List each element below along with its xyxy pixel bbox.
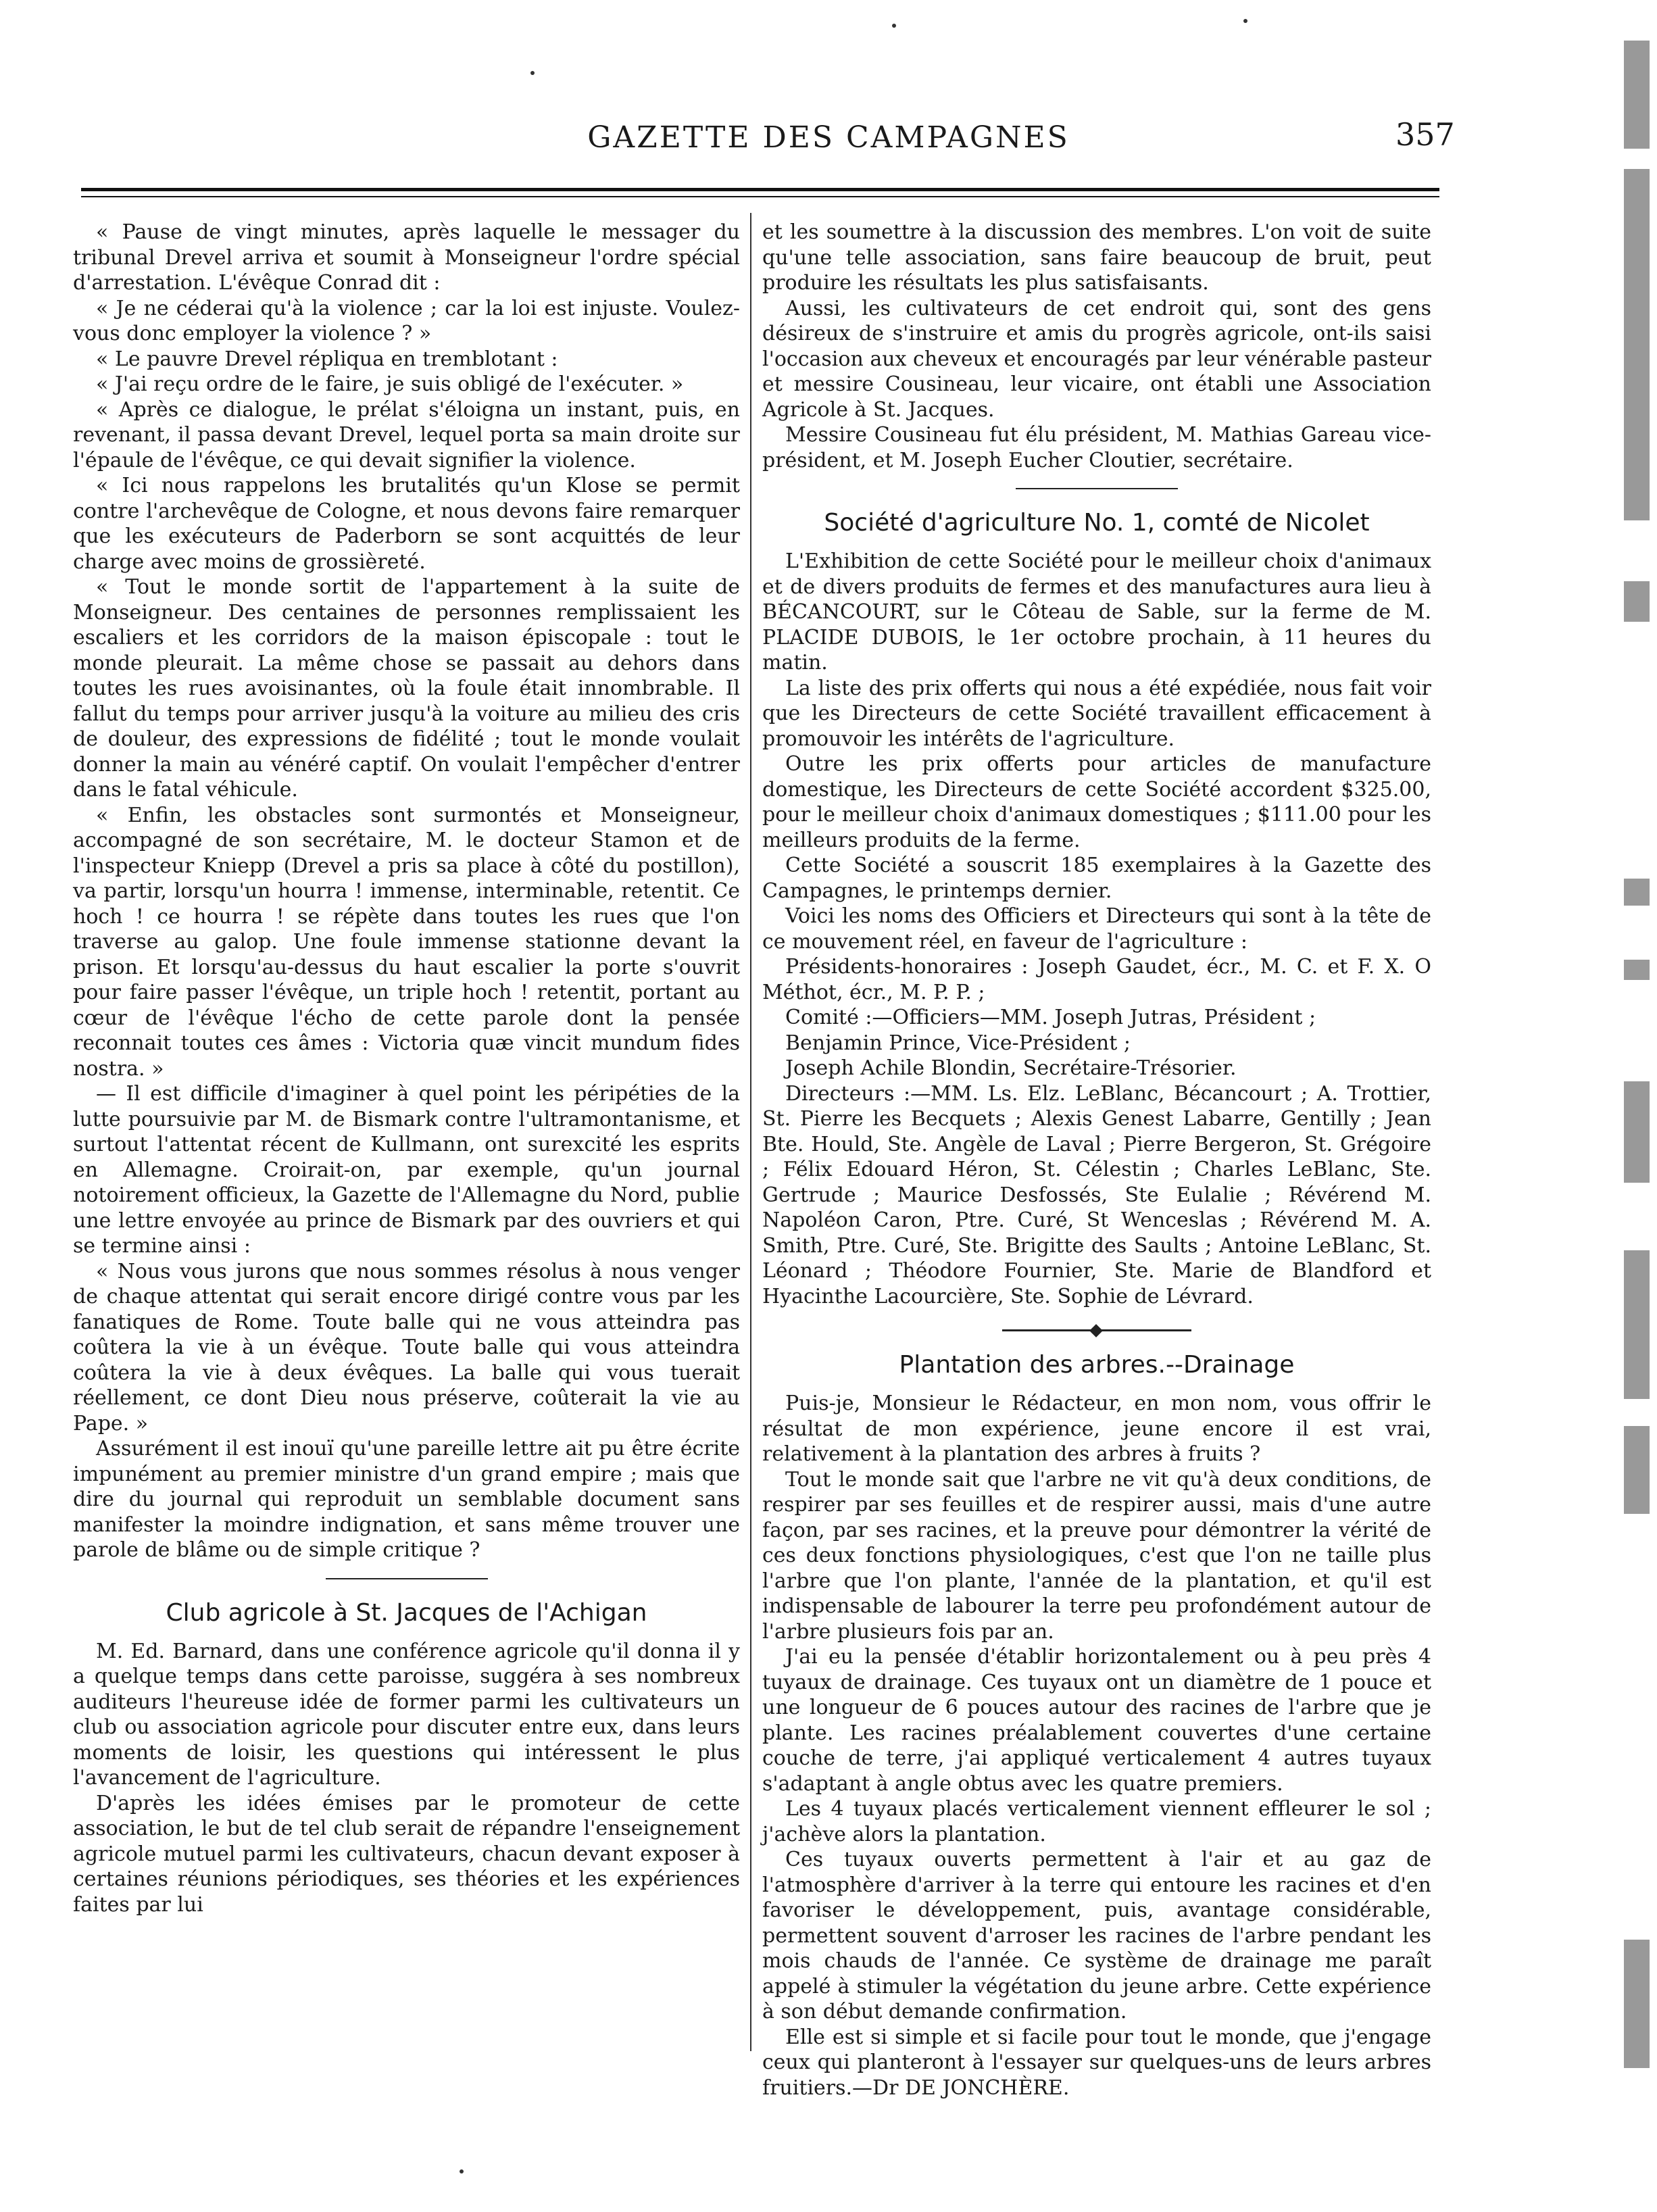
paragraph: « Je ne céderai qu'à la violence ; car la loi est injuste. Voulez-vous donc employer la violence ? » bbox=[73, 296, 740, 345]
paragraph: J'ai eu la pensée d'établir horizontalement ou à peu près 4 tuyaux de drainage. Ces tuyaux ont un diamètre de 1 pouce et une longueur de 6 pouces autour des racines de l'arbre que je plante. Les racines préalablement couvertes d'une certaine couche de terre, j'ai appliqué verticalement 4 autres tuyaux s'adaptant à angle obtus avec les quatre premiers. bbox=[762, 1645, 1431, 1796]
scan-speck bbox=[892, 24, 896, 28]
masthead-title: GAZETTE DES CAMPAGNES bbox=[587, 120, 1070, 155]
paragraph: — Il est difficile d'imaginer à quel point les péripéties de la lutte poursuivie par M. de Bismark contre l'ultramontanisme, et surtout l'attentat récent de Kullmann, ont surexcité les esprits en Allemagne. Croirait-on, par exemple, qu'un journal notoirement officieux, la Gazette de l'Allemagne du Nord, publie une lettre envoyée au prince de Bismark par des ouvriers et qui se termine ainsi : bbox=[73, 1082, 740, 1258]
page-header bbox=[0, 101, 1657, 196]
section-rule bbox=[326, 1578, 488, 1579]
paragraph: « Le pauvre Drevel répliqua en tremblotant : bbox=[96, 347, 558, 371]
column-divider bbox=[750, 213, 751, 2051]
officer-line: Benjamin Prince, Vice-Président ; bbox=[785, 1031, 1131, 1055]
paragraph: « Nous vous jurons que nous sommes résolus à nous venger de chaque attentat qui serait encore dirigé contre vous par les fanatiques de Rome. Toute balle qui ne vous atteindra pas coûtera la vie à un évêque. Toute balle qui vous atteindra coûtera la vie à deux évêques. La balle qui vous tuerait réellement, ce dont Dieu nous préserve, coûterait la vie au Pape. » bbox=[73, 1259, 740, 1435]
paragraph: Les 4 tuyaux placés verticalement viennent effleurer le sol ; j'achève alors la plantation. bbox=[762, 1797, 1431, 1846]
header-rule-thin bbox=[81, 196, 1439, 197]
paragraph: La liste des prix offerts qui nous a été expédiée, nous fait voir que les Directeurs de cette Société travaillent efficacement à promouvoir les intérêts de l'agriculture. bbox=[762, 676, 1431, 751]
paragraph: Ces tuyaux ouverts permettent à l'air et au gaz de l'atmosphère d'arriver à la terre qui entoure les racines et d'en favoriser le développement, puis, avantage considérable, permettent souvent d'arroser les racines de l'arbre pendant les mois chauds de l'année. Ce système de drainage me paraît appelé à stimuler la végétation du jeune arbre. Cette expérience à son début demande confirmation. bbox=[762, 1848, 1431, 2023]
scan-artifact bbox=[1624, 1426, 1650, 1514]
paragraph: M. Ed. Barnard, dans une conférence agricole qu'il donna il y a quelque temps dans cette paroisse, suggéra à ses nombreux auditeurs l'heureuse idée de former parmi les cultivateurs un club ou association agricole pour discuter entre eux, dans leurs moments de loisir, les questions qui intéressent le plus l'avancement de l'agriculture. bbox=[73, 1639, 740, 1790]
section-title-club: Club agricole à St. Jacques de l'Achigan bbox=[166, 1598, 647, 1627]
scan-artifact bbox=[1624, 1940, 1650, 2068]
paragraph: « Pause de vingt minutes, après laquelle le messager du tribunal Drevel arriva et soumit à Monseigneur l'ordre spécial d'arrestation. L'évêque Conrad dit : bbox=[73, 220, 740, 295]
officer-line: Comité :—Officiers—MM. Joseph Jutras, Président ; bbox=[785, 1006, 1316, 1029]
paragraph: Tout le monde sait que l'arbre ne vit qu'à deux conditions, de respirer par ses feuilles et de respirer aussi, mais d'une autre façon, par ses racines, et la preuve pour démontrer la vérité de ces deux fonctions physiologiques, c'est que l'on ne taille plus l'arbre que l'on plante, l'année de la plantation, et qu'il est indispensable de labourer la terre peu profondément autour de l'arbre plusieurs fois par an. bbox=[762, 1467, 1431, 1644]
paragraph: « Après ce dialogue, le prélat s'éloigna un instant, puis, en revenant, il passa devant Drevel, lequel porta sa main droite sur l'épaule de l'évêque, ce qui devait signifier la violence. bbox=[73, 397, 740, 472]
section-title-societe: Société d'agriculture No. 1, comté de Nicolet bbox=[824, 509, 1370, 537]
header-rule-thick bbox=[81, 188, 1439, 191]
paragraph: Cette Société a souscrit 185 exemplaires à la Gazette des Campagnes, le printemps dernier. bbox=[762, 854, 1431, 903]
paragraph: « J'ai reçu ordre de le faire, je suis obligé de l'exécuter. » bbox=[96, 372, 684, 396]
section-title-plantation: Plantation des arbres.--Drainage bbox=[899, 1351, 1295, 1379]
paragraph: Puis-je, Monsieur le Rédacteur, en mon nom, vous offrir le résultat de mon expérience, jeune encore il est vrai, relativement à la plantation des arbres à fruits ? bbox=[762, 1392, 1431, 1466]
scan-speck bbox=[1243, 19, 1247, 23]
paragraph: Aussi, les cultivateurs de cet endroit qui, sont des gens désireux de s'instruire et amis du progrès agricole, ont-ils saisi l'occasion aux cheveux et encouragés par leur vénérable pasteur et messire Cousineau, leur vicaire, ont établi une Association Agricole à St. Jacques. bbox=[762, 296, 1431, 422]
scan-artifact bbox=[1624, 169, 1650, 520]
paragraph: D'après les idées émises par le promoteur de cette association, le but de tel club serait de répandre l'enseignement agricole mutuel parmi les cultivateurs, chacun devant exposer à certaines réunions périodiques, ses théories et les expériences faites par lui bbox=[73, 1791, 740, 1917]
scan-speck bbox=[460, 2169, 464, 2173]
paragraph: Messire Cousineau fut élu président, M. Mathias Gareau vice-président, et M. Joseph Eucher Cloutier, secrétaire. bbox=[762, 423, 1431, 472]
directors-list: Directeurs :—MM. Ls. Elz. LeBlanc, Bécancourt ; A. Trottier, St. Pierre les Becquets ; Alexis Genest Labarre, Gentilly ; Jean Bte. Hould, Ste. Angèle de Laval ; Pierre Bergeron, St. Grégoire ; Félix Edouard Héron, St. Célestin ; Charles LeBlanc, Ste. Gertrude ; Maurice Desfossés, Ste Eulalie ; Révérend M. Napoléon Caron, Ptre. Curé, St Wenceslas ; Révérend M. A. Smith, Ptre. Curé, Ste. Brigitte des Saults ; Antoine LeBlanc, St. Léonard ; Théodore Fournier, Ste. Marie de Blandford et Hyacinthe Lacourcière, Ste. Sophie de Lévrard. bbox=[762, 1081, 1431, 1308]
paragraph: Voici les noms des Officiers et Directeurs qui sont à la tête de ce mouvement réel, en faveur de l'agriculture : bbox=[762, 904, 1431, 954]
page-number: 357 bbox=[1395, 116, 1455, 153]
scan-artifact bbox=[1624, 1081, 1650, 1183]
scan-edge-strip bbox=[1618, 27, 1656, 2190]
officer-line: Joseph Achile Blondin, Secrétaire-Trésorier. bbox=[785, 1056, 1237, 1080]
paragraph: « Tout le monde sortit de l'appartement à la suite de Monseigneur. Des centaines de personnes remplissaient les escaliers et les corridors de la maison épiscopale : tout le monde pleurait. La même chose se passait au dehors dans toutes les rues avoisinantes, où la foule était innombrable. Il fallut du temps pour arriver jusqu'à la voiture au milieu des cris de douleur, des expressions de fidélité ; tout le monde voulait donner la main au vénéré captif. On voulait l'empêcher d'entrer dans le fatal véhicule. bbox=[73, 575, 740, 802]
paragraph: et les soumettre à la discussion des membres. L'on voit de suite qu'une telle association, sans faire beaucoup de bruit, peut produire les résultats les plus satisfaisants. bbox=[762, 220, 1431, 295]
section-rule bbox=[1016, 488, 1178, 489]
scan-artifact bbox=[1624, 879, 1650, 906]
scan-artifact bbox=[1624, 960, 1650, 980]
paragraph: Elle est si simple et si facile pour tout le monde, que j'engage ceux qui planteront à l'essayer sur quelques-uns de leurs arbres fruitiers.—Dr DE JONCHÈRE. bbox=[762, 2025, 1431, 2100]
right-column bbox=[762, 220, 1431, 2100]
scan-artifact bbox=[1624, 1250, 1650, 1399]
paragraph: Assurément il est inouï qu'une pareille lettre ait pu être écrite impunément au premier ministre d'un grand empire ; mais que dire du journal qui reproduit un semblable document sans manifester la moindre indignation, et sans même trouver une parole de blâme ou de simple critique ? bbox=[73, 1437, 740, 1562]
ornamental-rule bbox=[1002, 1329, 1191, 1331]
paragraph: L'Exhibition de cette Société pour le meilleur choix d'animaux et de divers produits de fermes et des manufactures aura lieu à BÉCANCOURT, sur le Côteau de Sable, sur la ferme de M. PLACIDE DUBOIS, le 1er octobre prochain, à 11 heures du matin. bbox=[762, 549, 1431, 674]
paragraph: Outre les prix offerts pour articles de manufacture domestique, les Directeurs de cette Société accordent $325.00, pour le meilleur choix d'animaux domestiques ; $111.00 pour les meilleurs produits de la ferme. bbox=[762, 752, 1431, 852]
paragraph: « Enfin, les obstacles sont surmontés et Monseigneur, accompagné de son secrétaire, M. le docteur Stamon et de l'inspecteur Kniepp (Drevel a pris sa place à côté du postillon), va partir, lorsqu'un hourra ! immense, interminable, retentit. Ce hoch ! ce hourra ! se répète dans toutes les rues que l'on traverse au galop. Une foule immense stationne devant la prison. Et lorsqu'au-dessus du haut escalier la porte s'ouvrit pour faire passer l'évêque, un triple hoch ! retentit, portant au cœur de l'évêque l'écho de cette parole dont la pensée reconnait toutes ces âmes : Victoria quæ vincit mundum fides nostra. » bbox=[73, 803, 740, 1081]
scan-speck bbox=[530, 71, 535, 75]
scan-artifact bbox=[1624, 41, 1650, 149]
left-column bbox=[73, 220, 740, 1917]
scan-artifact bbox=[1624, 581, 1650, 622]
paragraph: « Ici nous rappelons les brutalités qu'un Klose se permit contre l'archevêque de Cologne, et nous devons faire remarquer que les exécuteurs de Paderborn se sont acquittés de leur charge avec moins de grossièreté. bbox=[73, 474, 740, 574]
officer-line: Présidents-honoraires : Joseph Gaudet, écr., M. C. et F. X. O Méthot, écr., M. P. P. ; bbox=[762, 955, 1431, 1004]
